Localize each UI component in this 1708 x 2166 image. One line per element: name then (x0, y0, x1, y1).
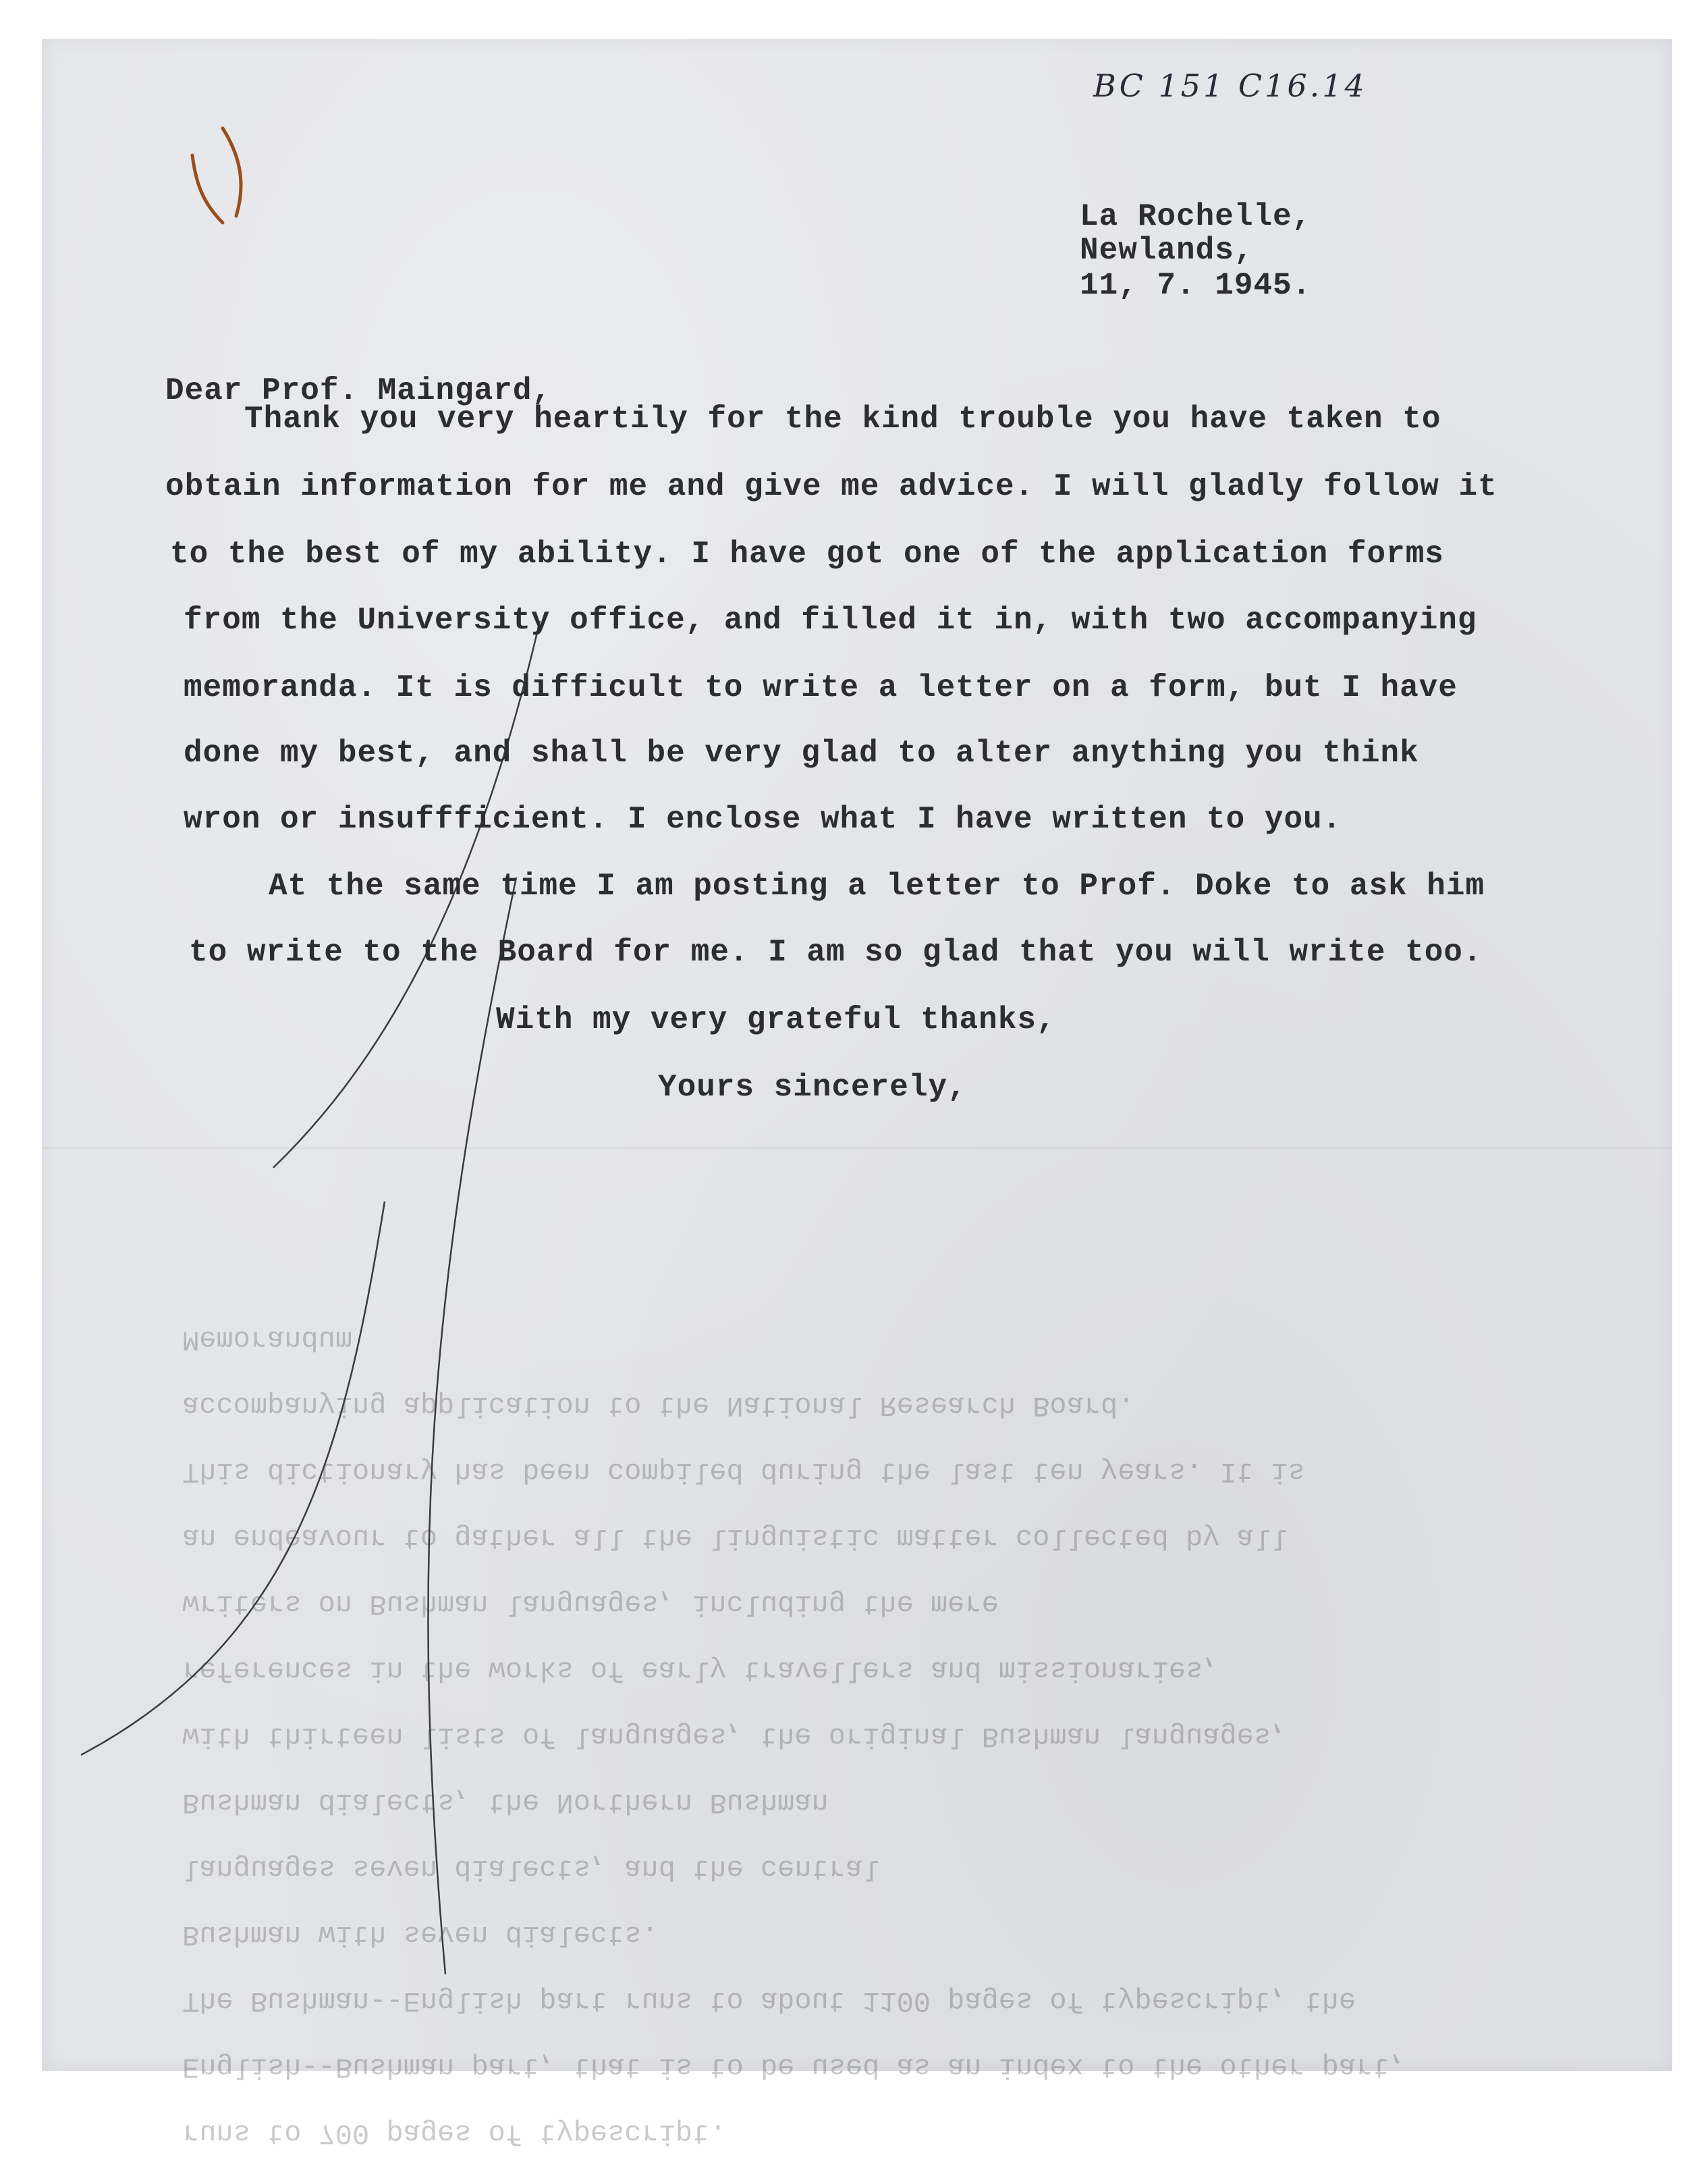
bleed-through-line: Bushman with seven dialects. (182, 1918, 659, 1951)
bleed-through-text (182, 1306, 1626, 2166)
archive-reference: BC 151 C16.14 (1093, 67, 1367, 104)
body-line: from the University office, and filled it in, with two accompanying (184, 603, 1477, 638)
letter-date: 11, 7. 1945. (1080, 268, 1312, 303)
bleed-through-line: accompanying application to the National Research Board. (182, 1389, 1135, 1422)
bleed-through-line: writers on Bushman languages, including the mere (182, 1588, 999, 1620)
body-line: memoranda. It is difficult to write a letter on a form, but I have (184, 670, 1458, 705)
bleed-through-line: Memorandum (182, 1323, 353, 1355)
bleed-through-line: The Bushman--English part runs to about 1100 pages of typescript, the (182, 1984, 1356, 2017)
signoff: Yours sincerely, (658, 1070, 967, 1105)
body-line: wron or insuffficient. I enclose what I have written to you. (184, 802, 1342, 837)
body-line: Thank you very heartily for the kind trouble you have taken to (244, 402, 1441, 437)
address-line: Newlands, (1080, 233, 1254, 268)
body-line: At the same time I am posting a letter to Prof. Doke to ask him (269, 869, 1485, 904)
bleed-through-line: with thirteen lists of languages, the original Bushman languages, (182, 1720, 1288, 1752)
bleed-through-line: Bushman dialects, the Northern Bushman (182, 1786, 829, 1818)
closing-line: With my very grateful thanks, (496, 1002, 1056, 1037)
address-line: La Rochelle, (1080, 199, 1312, 234)
bleed-through-line: an endeavour to gather all the linguistic matter collected by all (182, 1521, 1288, 1554)
bleed-through-line: English--Bushman part, that is to be used as an index to the other part, (182, 2051, 1407, 2083)
paper-fold (42, 1147, 1672, 1149)
body-line: done my best, and shall be very glad to alter anything you think (184, 736, 1419, 771)
body-line: to write to the Board for me. I am so glad that you will write too. (189, 935, 1483, 970)
bleed-through-line: references in the works of early travellers and missionaries, (182, 1654, 1220, 1686)
salutation: Dear Prof. Maingard, (165, 373, 552, 408)
bleed-through-line: runs to 700 pages of typescript. (182, 2117, 727, 2149)
bleed-through-line: This dictionary has been compiled during the last ten years. It is (182, 1455, 1305, 1488)
body-line: obtain information for me and give me advice. I will gladly follow it (165, 469, 1497, 504)
bleed-through-line: languages seven dialects, and the central (182, 1852, 880, 1885)
body-line: to the best of my ability. I have got one of the application forms (170, 537, 1444, 572)
